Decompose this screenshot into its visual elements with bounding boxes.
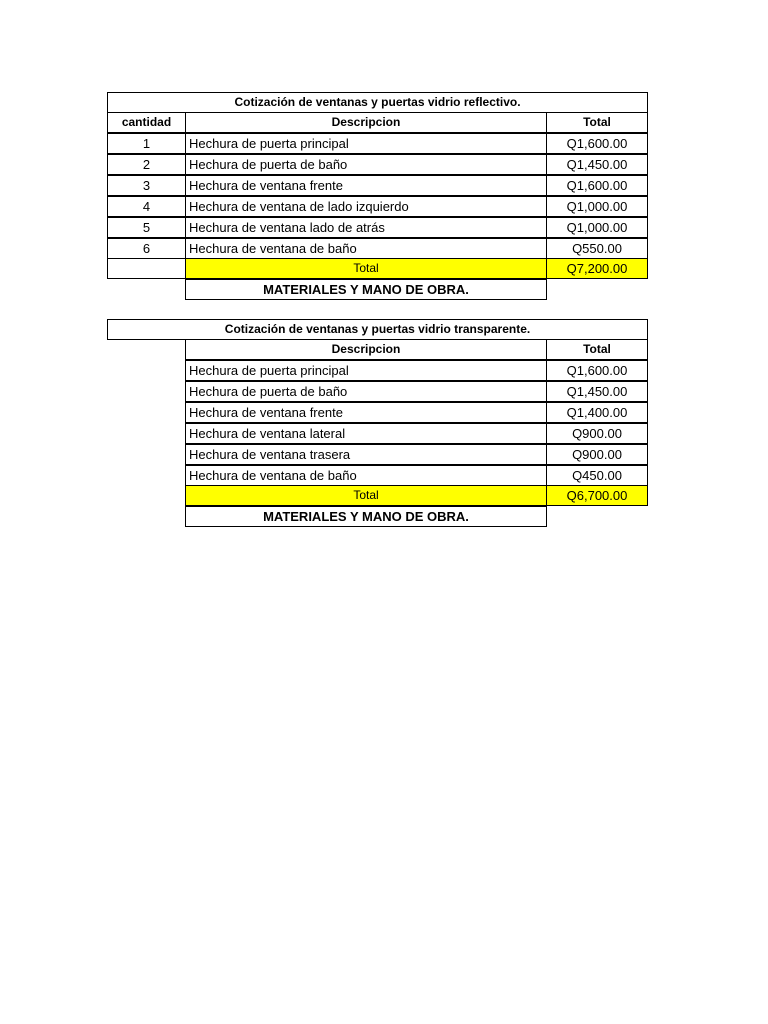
total-cell: Q1,450.00 bbox=[546, 381, 648, 402]
description-cell: Hechura de puerta principal bbox=[185, 360, 547, 381]
description-cell: Hechura de ventana de baño bbox=[185, 238, 547, 259]
quantity-cell: 3 bbox=[107, 175, 186, 196]
description-cell: Hechura de ventana de baño bbox=[185, 465, 547, 486]
description-cell: Hechura de ventana frente bbox=[185, 175, 547, 196]
total-cell: Q1,600.00 bbox=[546, 133, 648, 154]
total-label: Total bbox=[185, 485, 547, 506]
quantity-cell: 4 bbox=[107, 196, 186, 217]
description-cell: Hechura de ventana lado de atrás bbox=[185, 217, 547, 238]
total-cell: Q1,600.00 bbox=[546, 175, 648, 196]
total-cell: Q1,000.00 bbox=[546, 217, 648, 238]
total-cell: Q900.00 bbox=[546, 444, 648, 465]
column-header-total: Total bbox=[546, 112, 648, 133]
description-cell: Hechura de ventana frente bbox=[185, 402, 547, 423]
total-cell: Q900.00 bbox=[546, 423, 648, 444]
grand-total-value: Q7,200.00 bbox=[546, 258, 648, 279]
total-cell: Q1,450.00 bbox=[546, 154, 648, 175]
total-cell: Q1,600.00 bbox=[546, 360, 648, 381]
total-cell: Q1,400.00 bbox=[546, 402, 648, 423]
description-cell: Hechura de puerta principal bbox=[185, 133, 547, 154]
description-cell: Hechura de puerta de baño bbox=[185, 154, 547, 175]
total-label: Total bbox=[185, 258, 547, 279]
table-title: Cotización de ventanas y puertas vidrio transparente. bbox=[107, 319, 648, 340]
total-cell: Q450.00 bbox=[546, 465, 648, 486]
description-cell: Hechura de ventana de lado izquierdo bbox=[185, 196, 547, 217]
total-cell: Q550.00 bbox=[546, 238, 648, 259]
total-cell: Q1,000.00 bbox=[546, 196, 648, 217]
table-title: Cotización de ventanas y puertas vidrio reflectivo. bbox=[107, 92, 648, 113]
column-header-description: Descripcion bbox=[185, 112, 547, 133]
quantity-cell: 1 bbox=[107, 133, 186, 154]
quantity-cell: 6 bbox=[107, 238, 186, 259]
materials-note: MATERIALES Y MANO DE OBRA. bbox=[185, 279, 547, 300]
quantity-cell: 2 bbox=[107, 154, 186, 175]
column-header-total: Total bbox=[546, 339, 648, 360]
empty-cell bbox=[107, 258, 186, 279]
description-cell: Hechura de puerta de baño bbox=[185, 381, 547, 402]
column-header-description: Descripcion bbox=[185, 339, 547, 360]
grand-total-value: Q6,700.00 bbox=[546, 485, 648, 506]
quantity-cell: 5 bbox=[107, 217, 186, 238]
description-cell: Hechura de ventana lateral bbox=[185, 423, 547, 444]
description-cell: Hechura de ventana trasera bbox=[185, 444, 547, 465]
column-header-quantity: cantidad bbox=[107, 112, 186, 133]
materials-note: MATERIALES Y MANO DE OBRA. bbox=[185, 506, 547, 527]
